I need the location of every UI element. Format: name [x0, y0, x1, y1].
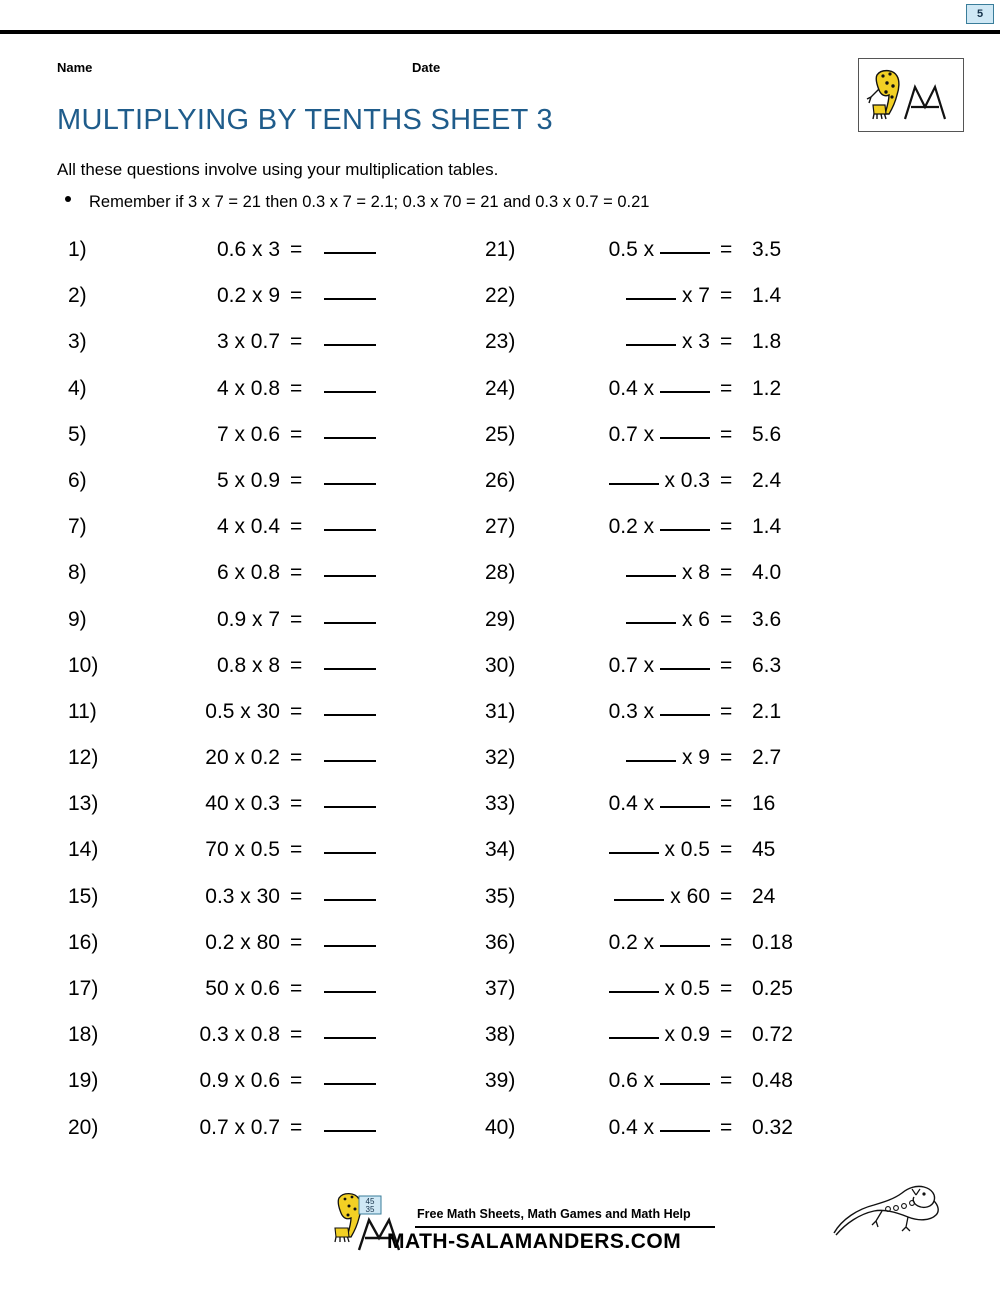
question-row [0, 284, 470, 330]
question-expression[interactable] [542, 330, 710, 354]
bullet-dot-icon [65, 196, 71, 202]
question-row [470, 515, 1000, 561]
equals-sign: = [720, 607, 733, 631]
equals-sign: = [720, 330, 733, 354]
question-row [470, 885, 1000, 931]
answer-blank[interactable] [320, 423, 380, 447]
question-number: 32) [485, 746, 516, 770]
equals-sign: = [720, 515, 733, 539]
blank-line[interactable] [660, 945, 710, 947]
question-row [0, 654, 470, 700]
answer-value: 2.7 [752, 746, 782, 770]
blank-line[interactable] [609, 852, 659, 854]
blank-line[interactable] [609, 1037, 659, 1039]
question-expression: 0.8 x 8 [216, 653, 280, 677]
questions-column-left [0, 238, 470, 1162]
expression-suffix: x 8 [676, 561, 710, 585]
expression-suffix: x 0.9 [658, 1023, 710, 1047]
answer-blank[interactable] [320, 977, 380, 1001]
equals-sign: = [720, 884, 733, 908]
question-number: 18) [68, 1023, 99, 1047]
question-expression[interactable] [542, 608, 710, 632]
blank-line[interactable] [324, 529, 376, 531]
answer-value: 16 [752, 792, 776, 816]
blank-line[interactable] [324, 714, 376, 716]
equals-sign: = [290, 1069, 303, 1093]
question-number: 19) [68, 1069, 99, 1093]
blank-line[interactable] [626, 760, 676, 762]
instructions-text: All these questions involve using your multiplication tables. [57, 160, 499, 179]
question-expression[interactable] [542, 654, 710, 678]
equals-sign: = [720, 699, 733, 723]
blank-line[interactable] [324, 899, 376, 901]
question-number: 29) [485, 607, 516, 631]
answer-value: 0.72 [752, 1023, 793, 1047]
answer-blank[interactable] [320, 838, 380, 862]
equals-sign: = [720, 838, 733, 862]
name-label: Name [57, 60, 93, 75]
question-expression[interactable] [542, 377, 710, 401]
expression-suffix: x 3 [676, 330, 710, 354]
question-expression: 70 x 0.5 [205, 838, 280, 862]
question-number: 13) [68, 792, 99, 816]
expression-prefix: 0.2 x [608, 515, 660, 539]
footer-tagline: Free Math Sheets, Math Games and Math Help [417, 1207, 691, 1221]
answer-value: 1.4 [752, 515, 782, 539]
answer-value: 0.48 [752, 1069, 793, 1093]
equals-sign: = [290, 792, 303, 816]
question-expression[interactable] [542, 700, 710, 724]
blank-line[interactable] [324, 622, 376, 624]
question-row [470, 746, 1000, 792]
question-row [470, 238, 1000, 284]
expression-suffix: x 6 [676, 607, 710, 631]
equals-sign: = [290, 284, 303, 308]
equals-sign: = [290, 561, 303, 585]
question-number: 25) [485, 422, 516, 446]
equals-sign: = [720, 376, 733, 400]
question-number: 15) [68, 884, 99, 908]
question-number: 14) [68, 838, 99, 862]
equals-sign: = [290, 653, 303, 677]
question-row [0, 330, 470, 376]
question-expression: 0.7 x 0.7 [199, 1115, 280, 1139]
question-expression[interactable] [542, 838, 710, 862]
blank-line[interactable] [324, 760, 376, 762]
question-number: 40) [485, 1115, 516, 1139]
question-row [470, 1069, 1000, 1115]
expression-suffix: x 7 [676, 284, 710, 308]
question-row [470, 838, 1000, 884]
question-number: 35) [485, 884, 516, 908]
question-number: 10) [68, 653, 99, 677]
question-expression: 0.3 x 0.8 [199, 1023, 280, 1047]
answer-value: 45 [752, 838, 776, 862]
answer-value: 0.25 [752, 977, 793, 1000]
expression-prefix: 0.7 x [608, 653, 660, 677]
question-row [0, 838, 470, 884]
equals-sign: = [720, 746, 733, 770]
blank-line[interactable] [660, 529, 710, 531]
expression-prefix: 0.4 x [608, 1115, 660, 1139]
blank-line[interactable] [660, 714, 710, 716]
answer-blank[interactable] [320, 1023, 380, 1047]
question-number: 2) [68, 284, 87, 308]
question-expression[interactable] [542, 885, 710, 909]
blank-line[interactable] [609, 483, 659, 485]
equals-sign: = [290, 607, 303, 631]
equals-sign: = [720, 561, 733, 585]
expression-suffix: x 0.5 [658, 977, 710, 1000]
svg-text:35: 35 [365, 1205, 375, 1214]
answer-blank[interactable] [320, 792, 380, 816]
question-number: 39) [485, 1069, 516, 1093]
question-number: 36) [485, 930, 516, 954]
blank-line[interactable] [324, 852, 376, 854]
expression-suffix: x 9 [676, 746, 710, 770]
blank-line[interactable] [660, 391, 710, 393]
blank-line[interactable] [324, 437, 376, 439]
question-row [0, 469, 470, 515]
salamander-logo [858, 58, 964, 132]
expression-suffix: x 0.5 [658, 838, 710, 862]
expression-suffix: x 0.3 [658, 468, 710, 492]
equals-sign: = [720, 1115, 733, 1139]
question-expression: 0.2 x 9 [216, 284, 280, 308]
equals-sign: = [290, 1023, 303, 1047]
question-row [470, 931, 1000, 977]
answer-value: 5.6 [752, 422, 782, 446]
question-expression: 50 x 0.6 [205, 977, 280, 1000]
answer-value: 3.5 [752, 238, 782, 261]
question-row [0, 700, 470, 746]
question-expression: 0.5 x 30 [205, 699, 280, 723]
question-number: 16) [68, 930, 99, 954]
answer-blank[interactable] [320, 1069, 380, 1093]
question-row [470, 1023, 1000, 1069]
blank-line[interactable] [660, 437, 710, 439]
question-expression: 5 x 0.9 [216, 468, 280, 492]
equals-sign: = [290, 376, 303, 400]
question-expression: 4 x 0.8 [216, 376, 280, 400]
question-number: 17) [68, 977, 99, 1000]
blank-line[interactable] [660, 252, 710, 254]
blank-line[interactable] [324, 1083, 376, 1085]
question-expression: 0.6 x 3 [216, 238, 280, 261]
answer-blank[interactable] [320, 469, 380, 493]
question-row [470, 330, 1000, 376]
header-fields [0, 60, 1000, 82]
question-number: 30) [485, 653, 516, 677]
equals-sign: = [290, 746, 303, 770]
equals-sign: = [290, 884, 303, 908]
expression-prefix: 0.5 x [608, 238, 660, 261]
expression-prefix: 0.3 x [608, 699, 660, 723]
question-expression[interactable] [542, 284, 710, 308]
question-number: 28) [485, 561, 516, 585]
expression-prefix: 0.2 x [608, 930, 660, 954]
expression-prefix: 0.7 x [608, 422, 660, 446]
blank-line[interactable] [660, 806, 710, 808]
blank-line[interactable] [609, 991, 659, 993]
equals-sign: = [720, 653, 733, 677]
footer-branding [325, 1180, 715, 1260]
equals-sign: = [720, 792, 733, 816]
question-number: 22) [485, 284, 516, 308]
answer-value: 3.6 [752, 607, 782, 631]
question-expression[interactable] [542, 423, 710, 447]
question-number: 5) [68, 422, 87, 446]
answer-value: 6.3 [752, 653, 782, 677]
equals-sign: = [290, 699, 303, 723]
question-expression[interactable] [542, 1069, 710, 1093]
question-expression: 7 x 0.6 [216, 422, 280, 446]
question-expression[interactable] [542, 977, 710, 1001]
equals-sign: = [290, 838, 303, 862]
equals-sign: = [290, 1115, 303, 1139]
expression-prefix: 0.6 x [608, 1069, 660, 1093]
question-number: 4) [68, 376, 87, 400]
blank-line[interactable] [324, 806, 376, 808]
question-row [0, 746, 470, 792]
blank-line[interactable] [626, 622, 676, 624]
question-number: 23) [485, 330, 516, 354]
question-number: 27) [485, 515, 516, 539]
question-expression[interactable] [542, 515, 710, 539]
blank-line[interactable] [660, 1130, 710, 1132]
answer-blank[interactable] [320, 931, 380, 955]
date-label: Date [412, 60, 441, 75]
question-row [470, 700, 1000, 746]
equals-sign: = [290, 422, 303, 446]
question-row [0, 1023, 470, 1069]
footer [0, 1180, 1000, 1294]
question-row [470, 608, 1000, 654]
question-number: 24) [485, 376, 516, 400]
answer-value: 0.32 [752, 1115, 793, 1139]
blank-line[interactable] [324, 945, 376, 947]
answer-blank[interactable] [320, 377, 380, 401]
blank-line[interactable] [324, 252, 376, 254]
equals-sign: = [290, 515, 303, 539]
question-row [470, 561, 1000, 607]
question-expression[interactable] [542, 561, 710, 585]
expression-prefix: 0.4 x [608, 376, 660, 400]
equals-sign: = [720, 468, 733, 492]
question-number: 31) [485, 699, 516, 723]
question-number: 33) [485, 792, 516, 816]
blank-line[interactable] [660, 668, 710, 670]
svg-text:45: 45 [365, 1197, 375, 1206]
answer-blank[interactable] [320, 608, 380, 632]
answer-value: 4.0 [752, 561, 782, 585]
question-number: 12) [68, 746, 99, 770]
page-title: MULTIPLYING BY TENTHS SHEET 3 [57, 104, 553, 136]
question-row [0, 931, 470, 977]
answer-value: 1.4 [752, 284, 782, 308]
question-row [470, 284, 1000, 330]
question-row [0, 561, 470, 607]
blank-line[interactable] [324, 391, 376, 393]
question-row [0, 608, 470, 654]
question-row [0, 792, 470, 838]
question-row [470, 469, 1000, 515]
question-expression[interactable] [542, 1116, 710, 1140]
blank-line[interactable] [324, 1130, 376, 1132]
answer-value: 0.18 [752, 930, 793, 954]
blank-line[interactable] [324, 668, 376, 670]
question-row [0, 238, 470, 284]
question-number: 8) [68, 561, 87, 585]
question-number: 38) [485, 1023, 516, 1047]
answer-blank[interactable] [320, 700, 380, 724]
question-number: 21) [485, 238, 516, 261]
question-number: 11) [68, 699, 97, 723]
answer-value: 24 [752, 884, 776, 908]
question-number: 6) [68, 468, 87, 492]
blank-line[interactable] [324, 298, 376, 300]
equals-sign: = [290, 330, 303, 354]
question-expression: 20 x 0.2 [205, 746, 280, 770]
equals-sign: = [720, 422, 733, 446]
question-expression: 0.9 x 7 [216, 607, 280, 631]
question-expression: 0.3 x 30 [205, 884, 280, 908]
equals-sign: = [720, 1069, 733, 1093]
blank-line[interactable] [324, 991, 376, 993]
question-expression[interactable] [542, 238, 710, 262]
equals-sign: = [290, 238, 303, 261]
lizard-decoration-icon [820, 1175, 960, 1255]
question-number: 26) [485, 468, 516, 492]
equals-sign: = [290, 468, 303, 492]
question-expression[interactable] [542, 746, 710, 770]
question-row [470, 377, 1000, 423]
equals-sign: = [720, 977, 733, 1000]
blank-line[interactable] [324, 575, 376, 577]
question-expression[interactable] [542, 469, 710, 493]
question-expression[interactable] [542, 931, 710, 955]
question-expression: 3 x 0.7 [216, 330, 280, 354]
question-number: 1) [68, 238, 87, 261]
answer-value: 1.2 [752, 376, 782, 400]
equals-sign: = [290, 977, 303, 1000]
answer-blank[interactable] [320, 515, 380, 539]
question-row [0, 423, 470, 469]
answer-blank[interactable] [320, 284, 380, 308]
answer-value: 2.4 [752, 468, 782, 492]
equals-sign: = [720, 1023, 733, 1047]
answer-value: 2.1 [752, 699, 782, 723]
question-number: 9) [68, 607, 87, 631]
question-number: 7) [68, 515, 87, 539]
blank-line[interactable] [626, 298, 676, 300]
answer-blank[interactable] [320, 1116, 380, 1140]
question-expression: 0.9 x 0.6 [199, 1069, 280, 1093]
question-expression[interactable] [542, 792, 710, 816]
expression-prefix: 0.4 x [608, 792, 660, 816]
question-row [470, 977, 1000, 1023]
reminder-text: Remember if 3 x 7 = 21 then 0.3 x 7 = 2.1; 0.3 x 70 = 21 and 0.3 x 0.7 = 0.21 [89, 193, 650, 211]
blank-line[interactable] [324, 483, 376, 485]
footer-divider [415, 1226, 715, 1228]
question-row [0, 377, 470, 423]
question-row [470, 1116, 1000, 1162]
question-expression: 6 x 0.8 [216, 561, 280, 585]
question-expression: 4 x 0.4 [216, 515, 280, 539]
answer-value: 1.8 [752, 330, 782, 354]
question-row [470, 654, 1000, 700]
question-row [470, 792, 1000, 838]
answer-blank[interactable] [320, 330, 380, 354]
blank-line[interactable] [324, 1037, 376, 1039]
blank-line[interactable] [626, 344, 676, 346]
equals-sign: = [720, 284, 733, 308]
question-expression[interactable] [542, 1023, 710, 1047]
questions-column-right [470, 238, 1000, 1162]
question-number: 20) [68, 1115, 99, 1139]
question-row [0, 1116, 470, 1162]
question-row [0, 1069, 470, 1115]
question-row [0, 977, 470, 1023]
answer-blank[interactable] [320, 561, 380, 585]
answer-blank[interactable] [320, 885, 380, 909]
blank-line[interactable] [614, 899, 664, 901]
grade-badge: 5 [966, 4, 994, 24]
question-number: 34) [485, 838, 516, 862]
blank-line[interactable] [660, 1083, 710, 1085]
blank-line[interactable] [324, 344, 376, 346]
question-row [470, 423, 1000, 469]
answer-blank[interactable] [320, 746, 380, 770]
expression-suffix: x 60 [664, 884, 710, 908]
question-number: 37) [485, 977, 516, 1000]
question-number: 3) [68, 330, 87, 354]
equals-sign: = [720, 238, 733, 261]
question-row [0, 515, 470, 561]
top-rule [0, 30, 1000, 34]
equals-sign: = [290, 930, 303, 954]
answer-blank[interactable] [320, 654, 380, 678]
question-expression: 40 x 0.3 [205, 792, 280, 816]
blank-line[interactable] [626, 575, 676, 577]
footer-site-url: MATH-SALAMANDERS.COM [387, 1230, 682, 1253]
question-row [0, 885, 470, 931]
answer-blank[interactable] [320, 238, 380, 262]
equals-sign: = [720, 930, 733, 954]
question-expression: 0.2 x 80 [205, 930, 280, 954]
